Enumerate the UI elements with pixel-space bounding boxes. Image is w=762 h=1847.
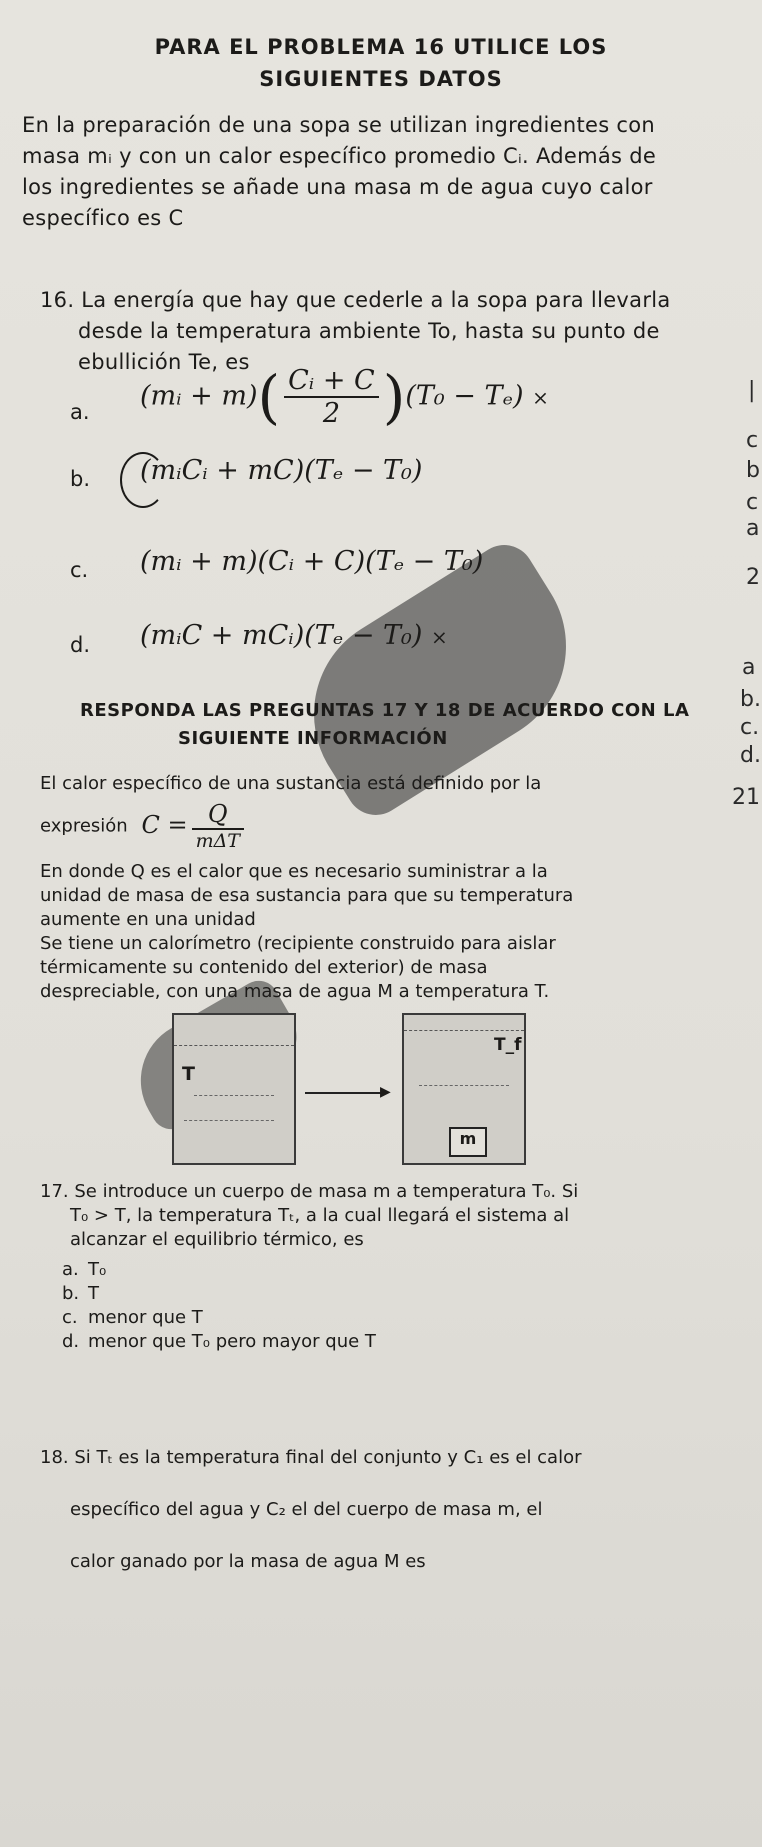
intro-paragraph [22, 110, 742, 234]
option-17-a[interactable] [62, 1258, 376, 1282]
option-text: menor que T₀ pero mayor que T [88, 1331, 376, 1352]
edge-mark: 21 [732, 785, 760, 810]
arrow-right-icon: ▶ [380, 1084, 391, 1100]
section-header-16-line2: SIGUIENTES DATOS [259, 67, 503, 91]
edge-mark: b [746, 458, 760, 483]
option-letter: a. [62, 1259, 79, 1280]
option-b-letter[interactable]: b. [70, 467, 91, 491]
info-line: El calor específico de una sustancia está definido por la [40, 773, 542, 794]
question-18-line: específico del agua y C₂ el del cuerpo de masa m, el [70, 1499, 543, 1520]
option-b-formula[interactable]: (mᵢCᵢ + mC)(Tₑ − T₀) [140, 455, 423, 486]
edge-mark: d. [740, 743, 761, 768]
formula-part: (mᵢ + m) [140, 380, 258, 412]
expression-label: expresión [40, 815, 128, 837]
edge-mark: c. [740, 715, 760, 740]
calorimeter-initial [172, 1013, 296, 1165]
question-18-line: calor ganado por la masa de agua M es [70, 1551, 426, 1572]
paren-icon: ) [382, 363, 406, 431]
final-temperature-label: T_f [494, 1035, 522, 1055]
handwritten-x-icon: × [431, 625, 448, 649]
intro-line: masa mᵢ y con un calor específico promedio Cᵢ. Además de [22, 144, 657, 168]
question-16-line: ebullición Te, es [78, 350, 250, 374]
option-a-letter[interactable]: a. [70, 400, 90, 424]
question-17-line: T₀ > T, la temperatura Tₜ, a la cual llegará el sistema al [70, 1205, 570, 1226]
formula-part: C = [141, 810, 188, 839]
water-surface [404, 1030, 524, 1031]
option-letter: b. [62, 1283, 80, 1304]
option-text: menor que T [88, 1307, 203, 1328]
fraction-numerator: Cᵢ + C [284, 365, 379, 398]
water-line [184, 1120, 274, 1121]
section-header-17-18-line1: RESPONDA LAS PREGUNTAS 17 Y 18 DE ACUERDO CON LA [80, 700, 690, 721]
question-18-stem [40, 1432, 740, 1588]
arrow-line [305, 1092, 385, 1094]
calorimeter-final [402, 1013, 526, 1165]
question-18-line: 18. Si Tₜ es la temperatura final del conjunto y C₁ es el calor [40, 1447, 582, 1468]
edge-mark: 2 [746, 565, 760, 590]
option-text: T₀ [88, 1259, 107, 1280]
question-17-options [62, 1258, 376, 1354]
info-line: despreciable, con una masa de agua M a temperatura T. [40, 981, 550, 1002]
question-16-line: 16. La energía que hay que cederle a la sopa para llevarla [40, 288, 671, 312]
water-surface [174, 1045, 294, 1046]
intro-line: específico es C [22, 206, 184, 230]
option-text: T [88, 1283, 99, 1304]
fraction [192, 800, 244, 852]
formula-text: (mᵢC + mCᵢ)(Tₑ − T₀) [140, 620, 423, 651]
option-17-d[interactable] [62, 1330, 376, 1354]
option-17-b[interactable] [62, 1282, 376, 1306]
option-d-formula[interactable] [140, 620, 448, 651]
paren-icon: ( [257, 363, 281, 431]
expression-formula [141, 800, 248, 852]
option-c-formula[interactable]: (mᵢ + m)(Cᵢ + C)(Tₑ − T₀) [140, 546, 484, 577]
option-letter: c. [62, 1307, 78, 1328]
edge-mark: c [746, 490, 759, 515]
info-line: En donde Q es el calor que es necesario suministrar a la [40, 861, 548, 882]
option-17-c[interactable] [62, 1306, 376, 1330]
fraction-denominator: 2 [322, 398, 340, 429]
edge-mark: a [746, 516, 760, 541]
info-paragraph [40, 860, 730, 1004]
info-line: térmicamente su contenido del exterior) de masa [40, 957, 488, 978]
temperature-label: T [182, 1063, 195, 1085]
fraction [284, 365, 379, 429]
edge-mark: a [742, 655, 756, 680]
info-line: unidad de masa de esa sustancia para que su temperatura [40, 885, 574, 906]
fraction-denominator: mΔT [195, 830, 240, 852]
question-17-stem [40, 1180, 730, 1252]
edge-mark: b. [740, 687, 761, 712]
handwritten-x-icon: × [532, 385, 549, 410]
section-header-16-line1: PARA EL PROBLEMA 16 UTILICE LOS [154, 35, 608, 59]
formula-part: (T₀ − Tₑ) [405, 380, 524, 412]
section-header-17-18-line2: SIGUIENTE INFORMACIÓN [178, 728, 448, 749]
question-17-line: 17. Se introduce un cuerpo de masa m a temperatura T₀. Si [40, 1181, 579, 1202]
water-line [419, 1085, 509, 1086]
option-d-letter[interactable]: d. [70, 633, 91, 657]
expression [40, 800, 248, 852]
intro-line: los ingredientes se añade una masa m de agua cuyo calor [22, 175, 653, 199]
intro-line: En la preparación de una sopa se utilizan ingredientes con [22, 113, 656, 137]
mass-block: m [449, 1127, 487, 1157]
info-line: aumente en una unidad [40, 909, 256, 930]
water-line [194, 1095, 274, 1096]
question-17-line: alcanzar el equilibrio térmico, es [70, 1229, 364, 1250]
fraction-numerator: Q [192, 800, 244, 830]
question-16-line: desde la temperatura ambiente To, hasta su punto de [78, 319, 660, 343]
edge-mark: | [748, 378, 756, 403]
option-a-formula[interactable] [140, 365, 549, 429]
option-c-letter[interactable]: c. [70, 558, 89, 582]
edge-mark: c [746, 428, 759, 453]
option-letter: d. [62, 1331, 80, 1352]
info-line: Se tiene un calorímetro (recipiente construido para aislar [40, 933, 556, 954]
